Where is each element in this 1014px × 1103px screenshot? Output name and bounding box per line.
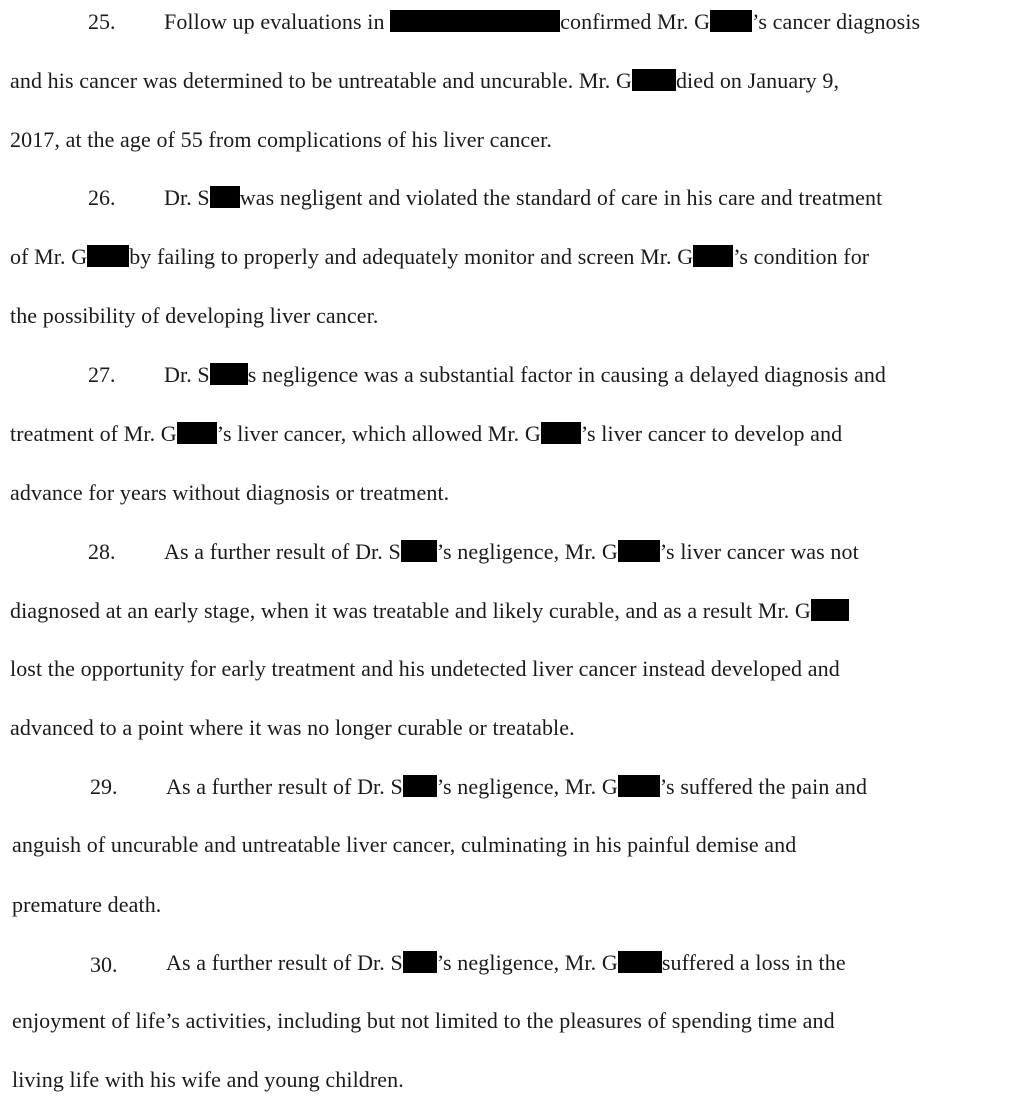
text-segment: ’s liver cancer, which allowed Mr. G [216,421,541,446]
redaction-box [541,422,581,444]
paragraph-number: 26. [88,185,116,210]
paragraph-line [164,539,859,565]
text-segment: and his cancer was determined to be untreatable and uncurable. Mr. G [10,68,632,93]
text-segment: enjoyment of life’s activities, including but not limited to the pleasures of spending time and [12,1008,835,1033]
text-segment: of Mr. G [10,244,88,269]
text-segment: Follow up evaluations in [164,9,391,34]
text-segment: the possibility of developing liver cancer. [10,303,379,328]
text-segment: lost the opportunity for early treatment and his undetected liver cancer instead developed and [10,656,840,681]
redaction-box [210,186,240,208]
redaction-box [693,245,733,267]
paragraph-number: 25. [88,9,116,34]
paragraph-line [10,598,849,624]
text-segment: 2017, at the age of 55 from complications of his liver cancer. [10,127,552,152]
text-segment: As a further result of Dr. S [166,950,403,975]
redaction-box [618,951,662,973]
redaction-box [87,245,129,267]
text-segment: treatment of Mr. G [10,421,177,446]
text-segment: premature death. [12,892,162,917]
redaction-box [710,10,752,32]
text-segment: Dr. S [164,185,210,210]
paragraph-line [10,127,552,153]
paragraph-line [164,9,920,35]
text-segment: ’s cancer diagnosis [752,9,921,34]
paragraph-number: 29. [90,774,118,799]
text-segment: s negligence was a substantial factor in causing a delayed diagnosis and [247,362,887,387]
text-segment: ’s liver cancer was not [659,539,859,564]
text-segment: diagnosed at an early stage, when it was treatable and likely curable, and as a result Mr. G [10,598,811,623]
paragraph-number: 27. [88,362,116,387]
paragraph-line [12,832,796,858]
text-segment: living life with his wife and young children. [12,1067,404,1092]
redaction-box [390,10,560,32]
text-segment: ’s liver cancer to develop and [580,421,843,446]
text-segment: advanced to a point where it was no longer curable or treatable. [10,715,575,740]
paragraph-line [12,1067,404,1093]
paragraph-line [10,421,842,447]
paragraph-line [164,185,882,211]
redaction-box [210,363,248,385]
text-segment: ’s negligence, Mr. G [436,539,618,564]
text-segment: ’s condition for [733,244,870,269]
paragraph-number: 30. [90,952,118,977]
redaction-box [403,775,437,797]
paragraph-line [166,774,867,800]
text-segment: ’s suffered the pain and [659,774,868,799]
paragraph-line [164,362,886,388]
redaction-box [403,951,437,973]
paragraph-line [166,950,846,976]
text-segment: was negligent and violated the standard of care in his care and treatment [239,185,883,210]
text-segment: advance for years without diagnosis or treatment. [10,480,450,505]
paragraph-line [10,68,839,94]
paragraph-line [10,715,575,741]
paragraph-line [10,480,449,506]
text-segment: died on January 9, [675,68,840,93]
paragraph-number: 28. [88,539,116,564]
redaction-box [618,540,660,562]
text-segment: ’s negligence, Mr. G [436,950,618,975]
redaction-box [177,422,217,444]
text-segment: ’s negligence, Mr. G [436,774,618,799]
text-segment: anguish of uncurable and untreatable liver cancer, culminating in his painful demise and [12,832,797,857]
paragraph-line [10,656,840,682]
paragraph-line [10,244,869,270]
paragraph-line [12,892,161,918]
paragraph-line [12,1008,835,1034]
text-segment: As a further result of Dr. S [164,539,401,564]
text-segment: As a further result of Dr. S [166,774,403,799]
redaction-box [811,599,849,621]
text-segment: suffered a loss in the [661,950,846,975]
redaction-box [401,540,437,562]
text-segment: Dr. S [164,362,210,387]
paragraph-line [10,303,378,329]
text-segment: by failing to properly and adequately monitor and screen Mr. G [129,244,694,269]
redaction-box [632,69,676,91]
text-segment: confirmed Mr. G [560,9,711,34]
redaction-box [618,775,660,797]
